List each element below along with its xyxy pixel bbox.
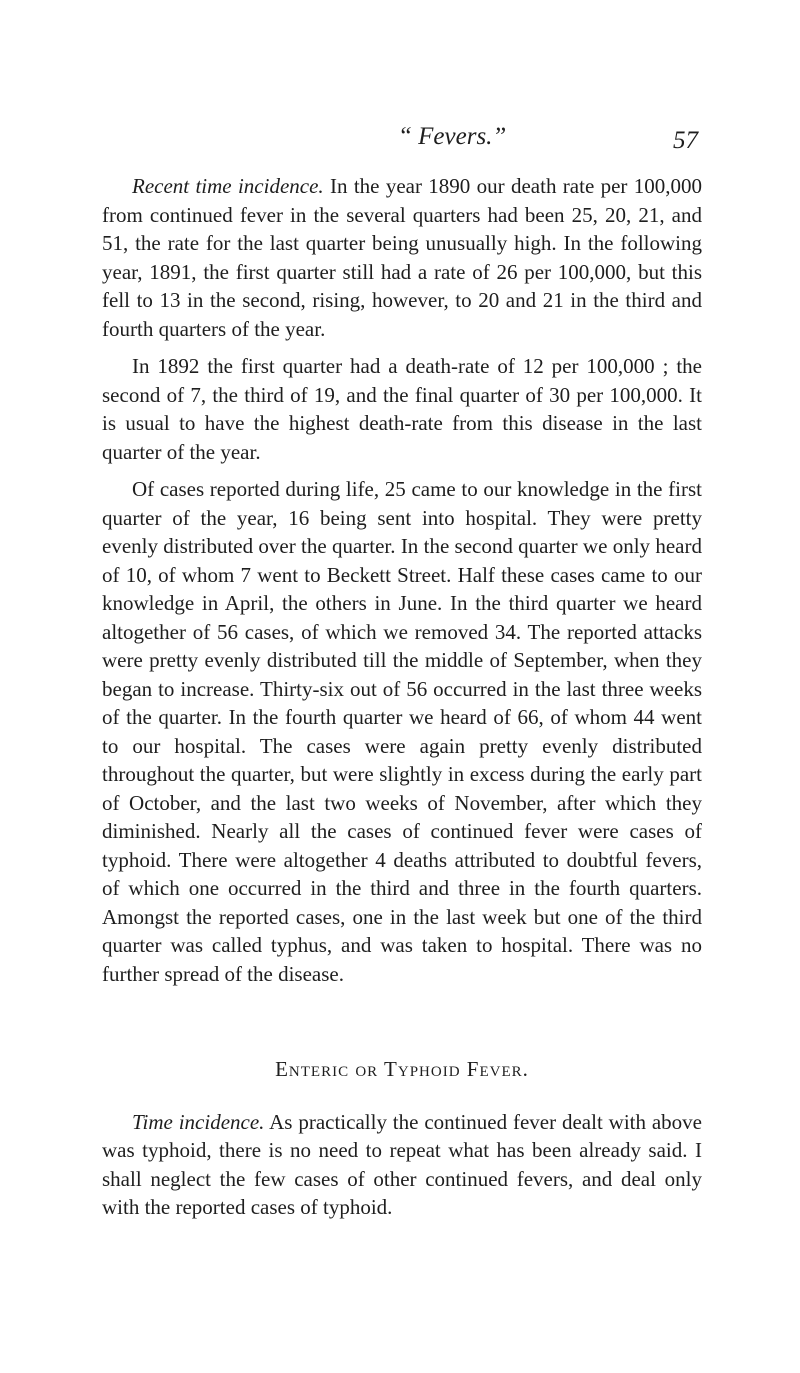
paragraph-text: As practically the continued fever dealt with above was typhoid, there is no need to repeat what has been already said. I shall neglect the few cases of other continued fevers, and deal only with the reported cases of typhoid. bbox=[102, 1109, 702, 1219]
section-heading: Enteric or Typhoid Fever. bbox=[275, 1057, 529, 1081]
paragraph-text: In 1892 the first quarter had a death-rate of 12 per 100,000 ; the second of 7, the third of 19, and the final quarter of 30 per 100,000. It is usual to have the highest death-rate from this disease in the last quarter of the year. bbox=[102, 354, 702, 464]
running-head bbox=[0, 122, 800, 162]
paragraph-recent-time-incidence bbox=[102, 172, 702, 343]
body-text bbox=[102, 172, 702, 1222]
page-number: 57 bbox=[673, 127, 698, 154]
paragraph-1892-rates bbox=[102, 352, 702, 466]
paragraph-text: In the year 1890 our death rate per 100,000 from continued fever in the several quarters had been 25, 20, 21, and 51, the rate for the last quarter being unusually high. In the following year, 1891, the first quarter still had a rate of 26 per 100,000, but this fell to 13 in the second, rising, however, to 20 and 21 in the third and fourth quarters of the year. bbox=[102, 174, 703, 341]
paragraph-cases-reported bbox=[102, 475, 702, 988]
paragraph-lead-in: Time incidence. bbox=[132, 1109, 265, 1134]
paragraph-lead-in: Recent time incidence. bbox=[132, 174, 324, 198]
paragraph-text: Of cases reported during life, 25 came to our knowledge in the first quarter of the year, 16 being sent into hospital. They were pretty evenly distributed over the quarter. In the second quarter we only heard of 10, of whom 7 went to Beckett Street. Half these cases came to our knowledge in April, the others in June. In the third quarter we heard altogether of 56 cases, of which we removed 34. The reported attacks were pretty evenly distributed till the middle of September, when they began to increase. Thirty-six out of 56 occurred in the last three weeks of the quarter. In the fourth quarter we heard of 66, of whom 44 went to our hospital. The cases were again pretty evenly distributed throughout the quarter, but were slightly in excess during the early part of October, and the last two weeks of November, after which they diminished. Nearly all the cases of continued fever were cases of typhoid. There were altogether 4 deaths attributed to doubtful fevers, of which one occurred in the third and three in the fourth quarters. Amongst the reported cases, one in the last week but one of the third quarter was called typhus, and was taken to hospital. There was no further spread of the disease. bbox=[102, 477, 702, 986]
paragraph-time-incidence bbox=[102, 1108, 702, 1222]
running-title: “ Fevers.” bbox=[398, 123, 507, 150]
